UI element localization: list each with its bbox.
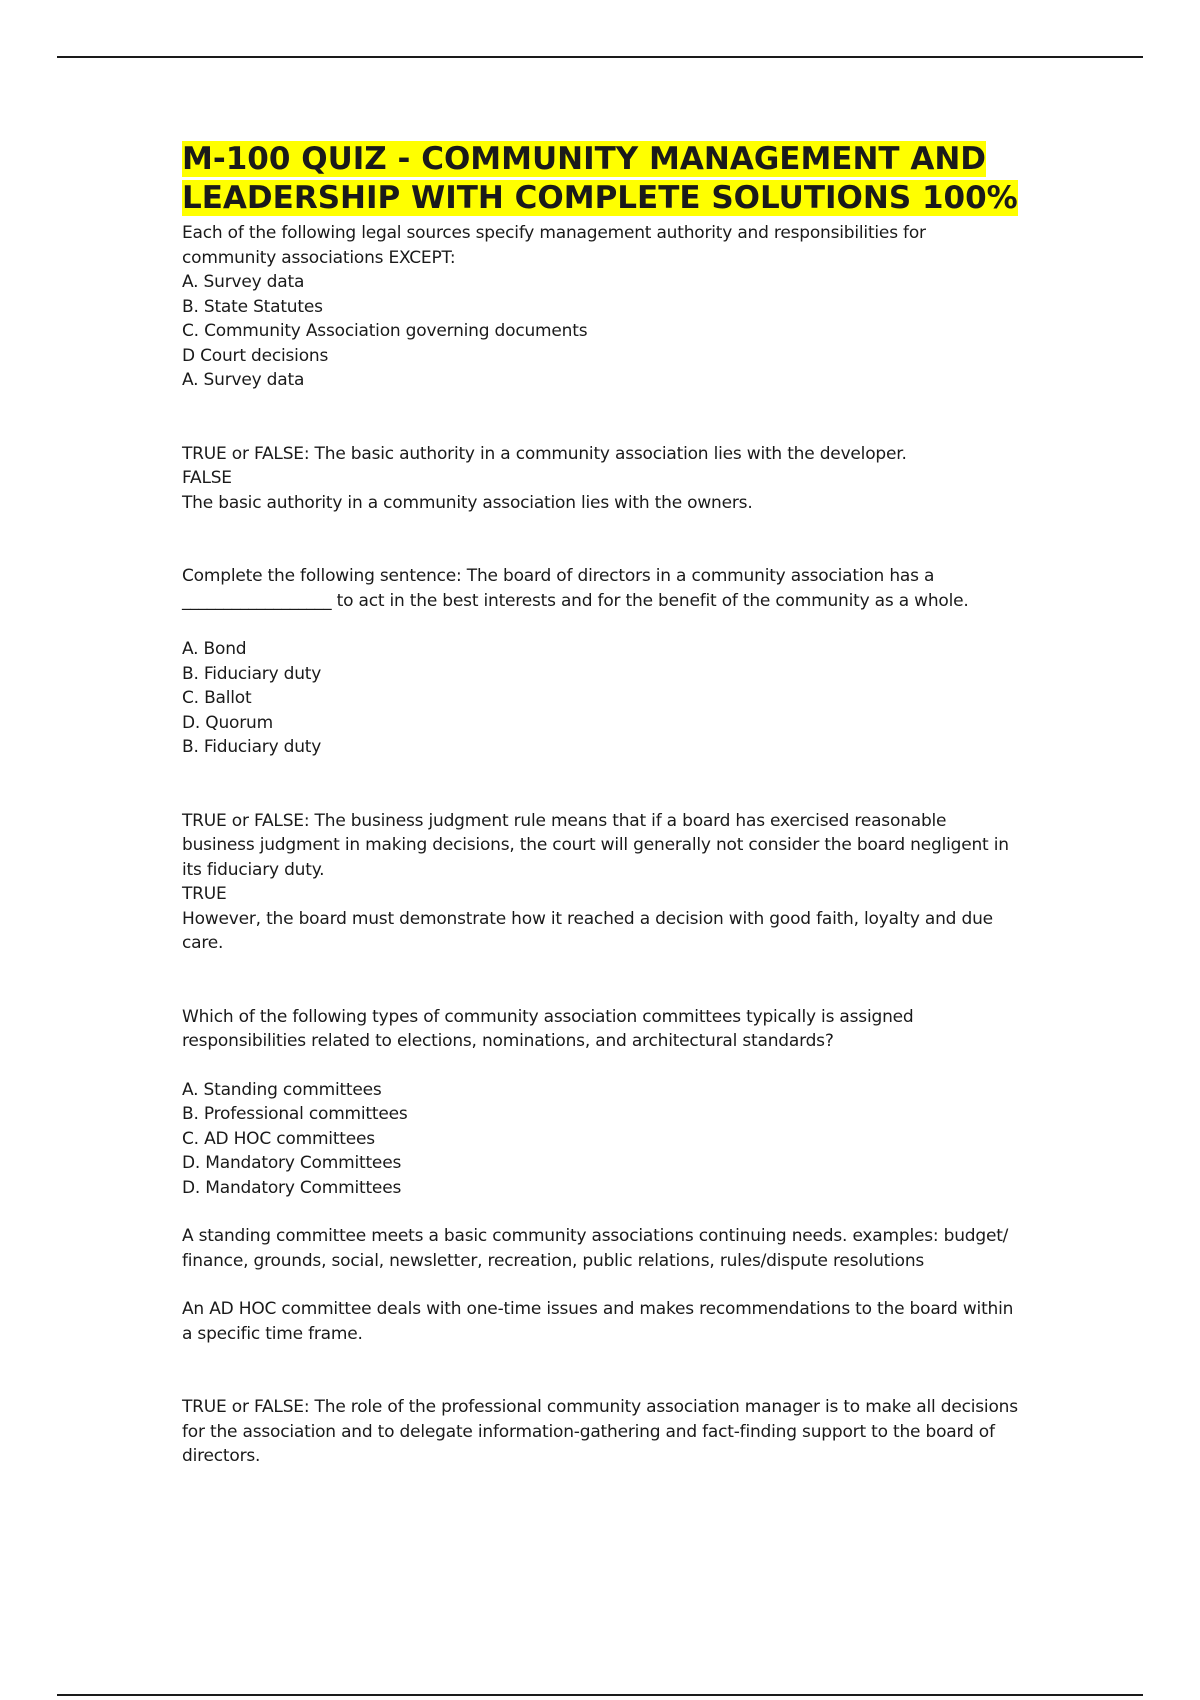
answer: B. Fiduciary duty — [182, 737, 322, 757]
bottom-rule — [57, 1694, 1143, 1696]
question-1 — [182, 221, 1022, 393]
page-title — [182, 140, 1022, 218]
answer: A. Survey data — [182, 370, 305, 390]
option-b: B. Professional committees — [182, 1104, 408, 1124]
option-c: C. Community Association governing documents — [182, 321, 588, 341]
answer: D. Mandatory Committees — [182, 1177, 402, 1198]
option-c: C. AD HOC committees — [182, 1128, 375, 1149]
answer: FALSE — [182, 468, 232, 488]
question-text: Which of the following types of community association committees typically is assigned responsibilities related to elections, nominations, and architectural standards? — [182, 1006, 914, 1051]
option-d: D. Quorum — [182, 712, 273, 733]
question-text: TRUE or FALSE: The role of the professional community association manager is to make all decisions for the association and to delegate information-gathering and fact-finding support to the board of directors. — [182, 1397, 1018, 1466]
question-text: Each of the following legal sources specify management authority and responsibilities for community associations EXCEPT: — [182, 223, 926, 268]
question-5 — [182, 1005, 1022, 1347]
explanation-ad-hoc: An AD HOC committee deals with one-time issues and makes recommendations to the board within a specific time frame. — [182, 1299, 1014, 1344]
top-rule — [57, 56, 1143, 58]
question-text: TRUE or FALSE: The basic authority in a community association lies with the developer. — [182, 443, 907, 464]
option-d: D Court decisions — [182, 345, 329, 366]
explanation-standing: A standing committee meets a basic community associations continuing needs. examples: budget/ finance, grounds, social, newsletter, recreation, public relations, rules/dispute resolutions — [182, 1226, 1009, 1271]
option-b: B. Fiduciary duty — [182, 663, 322, 684]
question-text: Complete the following sentence: The board of directors in a community association has a __________________ to act in the best interests and for the benefit of the community as a whole. — [182, 566, 969, 611]
explanation: The basic authority in a community association lies with the owners. — [182, 492, 753, 513]
option-a: A. Bond — [182, 639, 247, 659]
question-2 — [182, 442, 1022, 516]
option-c: C. Ballot — [182, 688, 252, 708]
document-body — [182, 140, 1022, 1469]
answer: TRUE — [182, 884, 227, 904]
title-highlight: M-100 QUIZ - COMMUNITY MANAGEMENT AND LEADERSHIP WITH COMPLETE SOLUTIONS 100% — [182, 141, 1018, 216]
question-text: TRUE or FALSE: The business judgment rule means that if a board has exercised reasonable business judgment in making decisions, the court will generally not consider the board negligent in its fiduciary duty. — [182, 810, 1009, 880]
question-4 — [182, 809, 1022, 956]
question-3 — [182, 564, 1022, 760]
question-6 — [182, 1395, 1022, 1469]
option-d: D. Mandatory Committees — [182, 1153, 402, 1173]
option-a: A. Standing committees — [182, 1079, 382, 1100]
option-b: B. State Statutes — [182, 296, 323, 317]
option-a: A. Survey data — [182, 272, 305, 292]
explanation: However, the board must demonstrate how it reached a decision with good faith, loyalty and due care. — [182, 908, 993, 953]
